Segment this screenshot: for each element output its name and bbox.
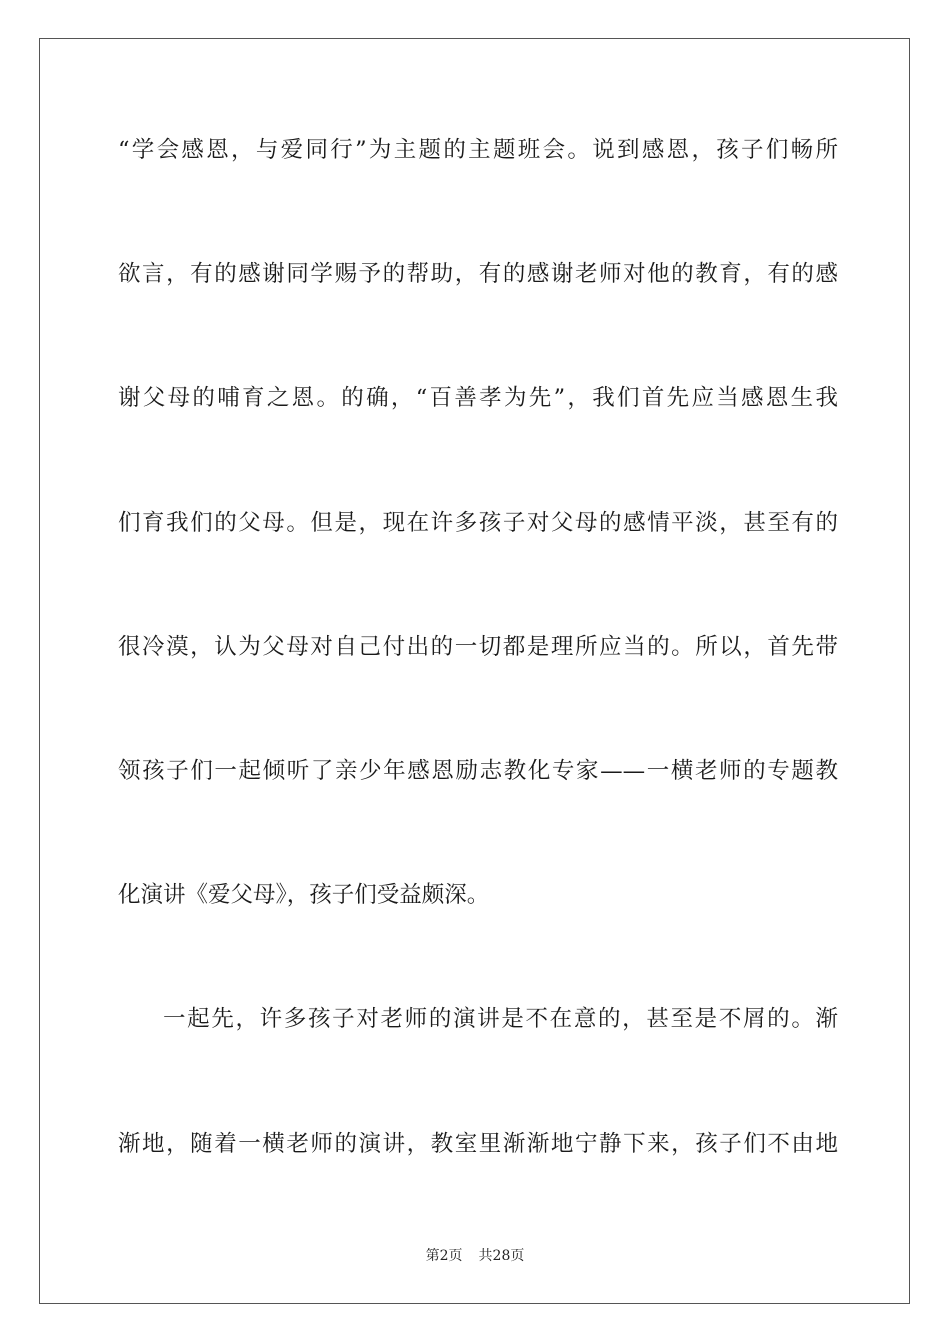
- page-number: 第2页: [425, 1248, 463, 1264]
- text-line: 们育我们的父母。但是，现在许多孩子对父母的感情平淡，甚至有的: [118, 510, 838, 536]
- page-footer: [0, 1246, 950, 1266]
- page-total: 共28页: [478, 1248, 525, 1264]
- page-border: [39, 38, 910, 1304]
- text-line: 领孩子们一起倾听了亲少年感恩励志教化专家——一横老师的专题教: [118, 758, 838, 784]
- text-line: “学会感恩，与爱同行”为主题的主题班会。说到感恩，孩子们畅所: [118, 137, 838, 163]
- paragraph-first-line: 一起先，许多孩子对老师的演讲是不在意的，甚至是不屑的。渐: [163, 1006, 838, 1032]
- text-line: 很冷漠，认为父母对自己付出的一切都是理所应当的。所以，首先带: [118, 634, 838, 660]
- text-line: 谢父母的哺育之恩。的确，“百善孝为先”，我们首先应当感恩生我: [118, 385, 838, 411]
- text-line: 化演讲《爱父母》，孩子们受益颇深。: [118, 882, 490, 908]
- text-line: 渐地，随着一横老师的演讲，教室里渐渐地宁静下来，孩子们不由地: [118, 1131, 838, 1157]
- text-line: 欲言，有的感谢同学赐予的帮助，有的感谢老师对他的教育，有的感: [118, 261, 838, 287]
